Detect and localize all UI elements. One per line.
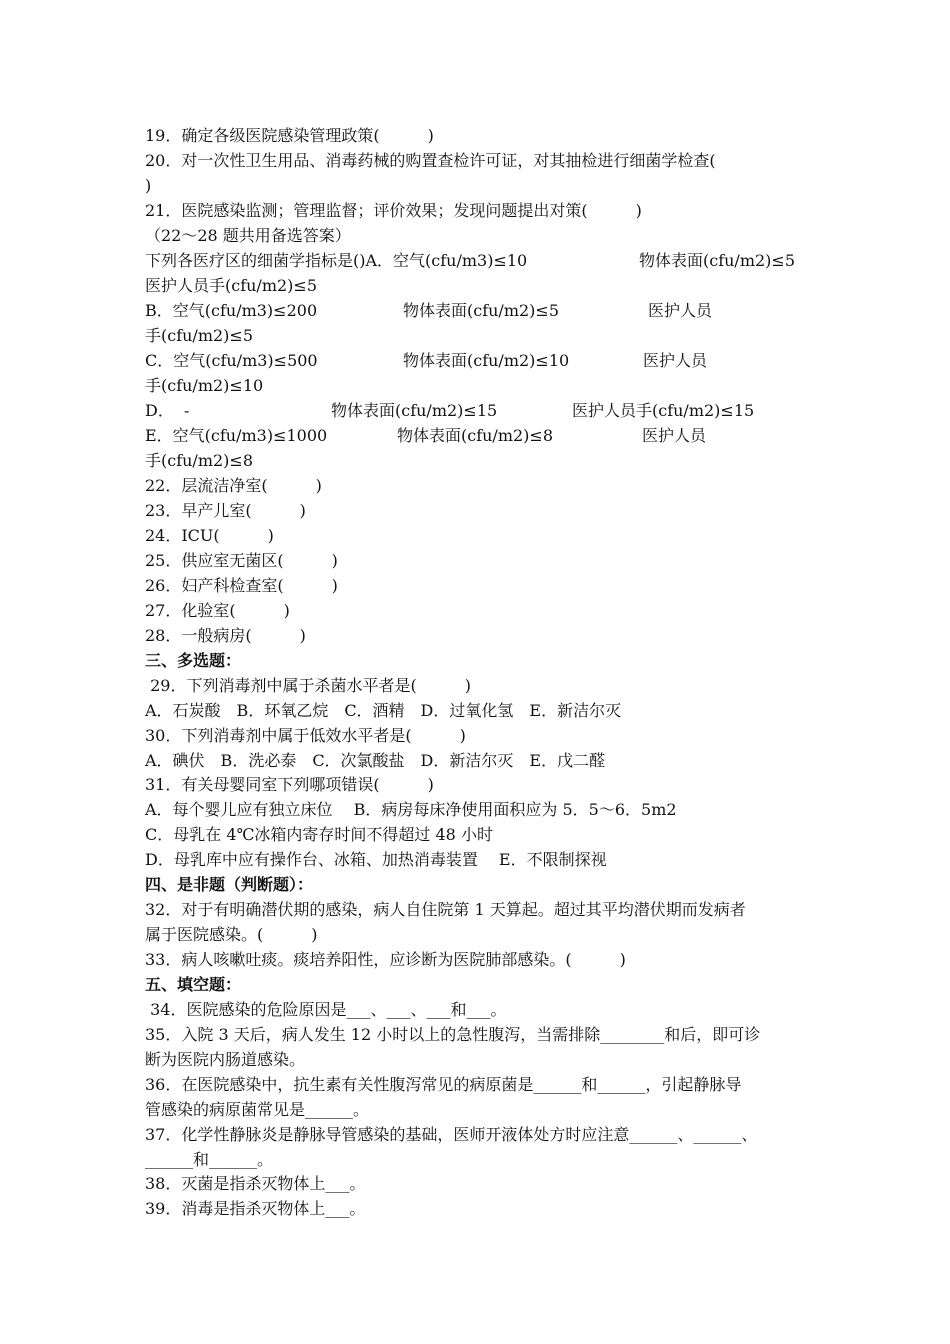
question-31: 31．有关母婴同室下列哪项错误( ) bbox=[145, 775, 434, 794]
section-heading-fill-in: 五、填空题： bbox=[145, 975, 242, 994]
option-b-surface: 物体表面(cfu/m2)≤5 bbox=[403, 301, 560, 320]
question-23: 23．早产儿室( ) bbox=[145, 501, 306, 520]
option-d-surface: 物体表面(cfu/m2)≤15 bbox=[331, 401, 498, 420]
option-c-surface: 物体表面(cfu/m2)≤10 bbox=[403, 351, 570, 370]
question-21: 21．医院感染监测；管理监督；评价效果；发现问题提出对策( ) bbox=[145, 201, 642, 220]
option-b-hand: 手(cfu/m2)≤5 bbox=[145, 326, 254, 345]
question-35-continued: 断为医院内肠道感染。 bbox=[145, 1050, 306, 1069]
question-20-continued: ) bbox=[145, 176, 152, 195]
question-30: 30．下列消毒剂中属于低效水平者是( ) bbox=[145, 726, 466, 745]
question-37-continued: ______和______。 bbox=[145, 1150, 274, 1169]
section-heading-multiple-choice: 三、多选题： bbox=[145, 651, 242, 670]
question-36: 36．在医院感染中，抗生素有关性腹泻常见的病原菌是______和______，引起静脉导 bbox=[145, 1075, 742, 1094]
question-25: 25．供应室无菌区( ) bbox=[145, 551, 338, 570]
question-31-option-c: C．母乳在 4℃冰箱内寄存时间不得超过 48 小时 bbox=[145, 825, 493, 844]
option-b-air: B．空气(cfu/m3)≤200 bbox=[145, 301, 318, 320]
option-a-surface: 物体表面(cfu/m2)≤5 bbox=[639, 251, 796, 270]
option-a-stem: 下列各医疗区的细菌学指标是()A．空气(cfu/m3)≤10 bbox=[145, 251, 528, 270]
option-a-hand: 医护人员手(cfu/m2)≤5 bbox=[145, 276, 318, 295]
question-19: 19．确定各级医院感染管理政策( ) bbox=[145, 126, 434, 145]
question-32-continued: 属于医院感染。( ) bbox=[145, 925, 318, 944]
shared-answers-note: （22～28 题共用备选答案） bbox=[145, 226, 351, 245]
question-31-options-ab: A．每个婴儿应有独立床位 B．病房每床净使用面积应为 5．5～6．5m2 bbox=[145, 800, 677, 819]
question-26: 26．妇产科检查室( ) bbox=[145, 576, 338, 595]
option-d-hand: 医护人员手(cfu/m2)≤15 bbox=[572, 401, 755, 420]
question-28: 28．一般病房( ) bbox=[145, 626, 306, 645]
option-e-staff: 医护人员 bbox=[642, 426, 707, 445]
option-c-air: C．空气(cfu/m3)≤500 bbox=[145, 351, 318, 370]
question-39: 39．消毒是指杀灭物体上___。 bbox=[145, 1199, 366, 1218]
question-38: 38．灭菌是指杀灭物体上___。 bbox=[145, 1174, 366, 1193]
option-c-staff: 医护人员 bbox=[643, 351, 708, 370]
question-33: 33．病人咳嗽吐痰。痰培养阳性，应诊断为医院肺部感染。( ) bbox=[145, 950, 626, 969]
question-30-options: A．碘伏 B．洗必泰 C．次氯酸盐 D．新洁尔灭 E．戊二醛 bbox=[145, 751, 606, 770]
option-b-staff: 医护人员 bbox=[648, 301, 713, 320]
question-22: 22．层流洁净室( ) bbox=[145, 476, 322, 495]
question-20: 20．对一次性卫生用品、消毒药械的购置查检许可证，对其抽检进行细菌学检查( bbox=[145, 151, 716, 170]
question-31-options-de: D．母乳库中应有操作台、冰箱、加热消毒装置 E．不限制探视 bbox=[145, 850, 607, 869]
section-heading-true-false: 四、是非题（判断题）： bbox=[145, 875, 314, 894]
question-37: 37．化学性静脉炎是静脉导管感染的基础，医师开液体处方时应注意______、______、 bbox=[145, 1125, 758, 1144]
question-35: 35．入院 3 天后，病人发生 12 小时以上的急性腹泻，当需排除________和后，即可诊 bbox=[145, 1025, 761, 1044]
option-e-surface: 物体表面(cfu/m2)≤8 bbox=[397, 426, 554, 445]
question-34: 34．医院感染的危险原因是___、___、___和___。 bbox=[145, 1000, 507, 1019]
question-29-options: A．石炭酸 B．环氧乙烷 C．酒精 D．过氧化氢 E．新洁尔灭 bbox=[145, 701, 622, 720]
option-c-hand: 手(cfu/m2)≤10 bbox=[145, 376, 264, 395]
question-29: 29．下列消毒剂中属于杀菌水平者是( ) bbox=[145, 676, 471, 695]
option-e-air: E．空气(cfu/m3)≤1000 bbox=[145, 426, 328, 445]
question-24: 24．ICU( ) bbox=[145, 526, 274, 545]
question-27: 27．化验室( ) bbox=[145, 601, 290, 620]
question-32: 32．对于有明确潜伏期的感染，病人自住院第 1 天算起。超过其平均潜伏期而发病者 bbox=[145, 900, 746, 919]
option-d-air: D． - bbox=[145, 401, 190, 420]
question-36-continued: 管感染的病原菌常见是______。 bbox=[145, 1100, 370, 1119]
option-e-hand: 手(cfu/m2)≤8 bbox=[145, 451, 254, 470]
